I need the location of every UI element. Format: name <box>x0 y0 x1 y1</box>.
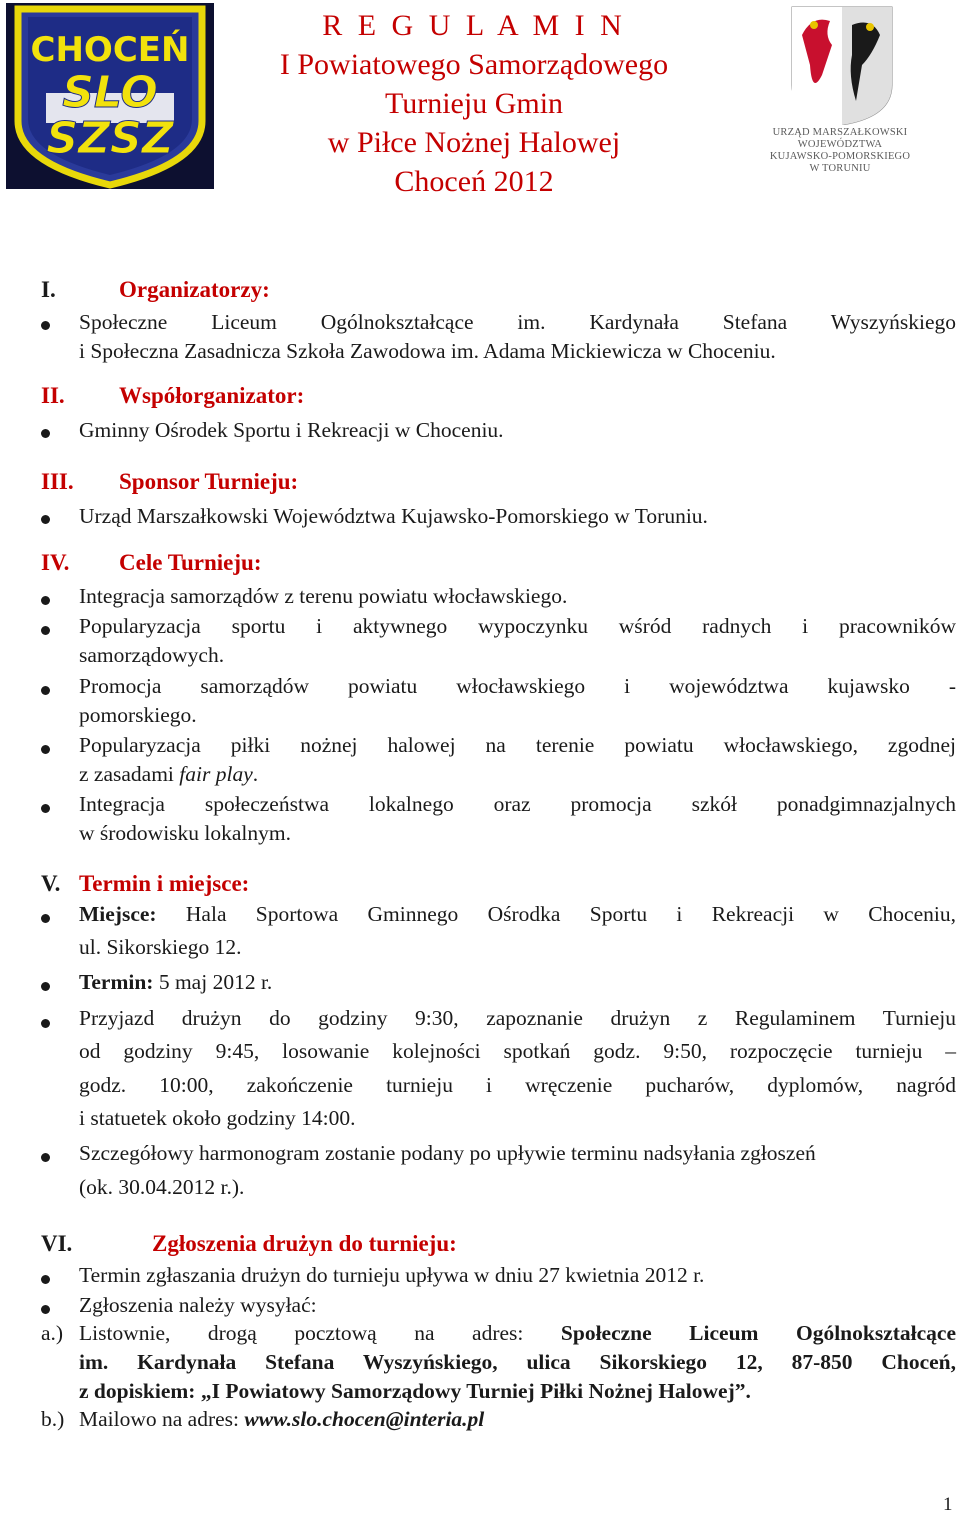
date-text: 5 maj 2012 r. <box>158 970 273 994</box>
s5-b2 <box>79 970 956 995</box>
bullet <box>41 686 50 695</box>
title-line-2: I Powiatowego Samorządowego <box>279 48 669 81</box>
section-2-title: Współorganizator: <box>119 383 305 408</box>
s4-b4-period: . <box>252 762 259 786</box>
section-6-number: VI. <box>41 1231 73 1256</box>
place-text: Hala Sportowa Gminnego Ośrodka Sportu i Rekreacji w Choceniu, <box>185 902 956 926</box>
section-2-number: II. <box>41 383 65 408</box>
section-5-title: Termin i miejsce: <box>79 871 250 896</box>
bullet <box>41 429 50 438</box>
s2-line-1: Gminny Ośrodek Sportu i Rekreacji w Choceniu. <box>79 418 504 442</box>
email-link[interactable]: www.slo.chocen@interia.pl <box>244 1407 485 1431</box>
s4-b3-line-2: pomorskiego. <box>79 703 197 727</box>
bullet <box>41 1275 50 1284</box>
section-1-number: I. <box>41 277 56 302</box>
bullet <box>41 626 50 635</box>
s4-b4-text: z zasadami <box>79 762 174 786</box>
s1-line-1: Społeczne Liceum Ogólnokształcące im. Kardynała Stefana Wyszyńskiego <box>79 310 956 334</box>
svg-text:CHOCEŃ: CHOCEŃ <box>30 30 190 70</box>
date-label: Termin: <box>79 970 154 994</box>
place-label: Miejsce: <box>79 902 157 926</box>
option-a-line-2: im. Kardynała Stefana Wyszyńskiego, ulica Sikorskiego 12, 87-850 Choceń, <box>79 1350 956 1374</box>
bullet <box>41 982 50 991</box>
svg-text:SLO: SLO <box>62 67 158 118</box>
bullet <box>41 745 50 754</box>
s6-b2: Zgłoszenia należy wysyłać: <box>79 1293 317 1317</box>
s5-b4-line-1: Szczegółowy harmonogram zostanie podany po upływie terminu nadsyłania zgłoszeń <box>79 1141 816 1165</box>
title-line-5: Choceń 2012 <box>394 165 554 198</box>
title-line-1: R E G U L A M I N <box>322 9 626 42</box>
section-4-title: Cele Turnieju: <box>119 550 262 575</box>
bullet <box>41 1305 50 1314</box>
s4-b2-line-2: samorządowych. <box>79 643 225 667</box>
document-title <box>236 6 712 201</box>
school-logo <box>6 3 214 189</box>
crest-caption-line-1: URZĄD MARSZAŁKOWSKI <box>772 127 908 138</box>
section-4-number: IV. <box>41 550 70 575</box>
s4-b1: Integracja samorządów z terenu powiatu włocławskiego. <box>79 584 568 608</box>
s6-b1: Termin zgłaszania drużyn do turnieju upływa w dniu 27 kwietnia 2012 r. <box>79 1263 705 1287</box>
s4-b4-line-2 <box>79 762 956 787</box>
option-a-text: Listownie, drogą pocztową na adres: <box>79 1321 524 1345</box>
s5-b3-line-3: godz. 10:00, zakończenie turnieju i wręczenie pucharów, dyplomów, nagród <box>79 1073 956 1097</box>
bullet <box>41 914 50 923</box>
s5-b3-line-2: od godziny 9:45, losowanie kolejności spotkań godz. 9:50, rozpoczęcie turnieju – <box>79 1039 956 1063</box>
bullet <box>41 1019 50 1028</box>
option-b-text: Mailowo na adres: <box>79 1407 240 1431</box>
s4-b5-line-1: Integracja społeczeństwa lokalnego oraz promocja szkół ponadgimnazjalnych <box>79 792 956 816</box>
crest-caption-line-2: WOJEWÓDZTWA <box>797 139 883 150</box>
bullet <box>41 515 50 524</box>
page-number: 1 <box>943 1494 953 1515</box>
bullet <box>41 1153 50 1162</box>
s5-b1-line-2: ul. Sikorskiego 12. <box>79 935 242 959</box>
s4-b4-line-1: Popularyzacja piłki nożnej halowej na terenie powiatu włocławskiego, zgodnej <box>79 733 956 757</box>
s5-b4-line-2: (ok. 30.04.2012 r.). <box>79 1175 245 1199</box>
bullet <box>41 596 50 605</box>
title-line-4: w Piłce Nożnej Halowej <box>327 126 621 159</box>
title-line-3: Turnieju Gmin <box>384 87 564 120</box>
s5-b3-line-1: Przyjazd drużyn do godziny 9:30, zapoznanie drużyn z Regulaminem Turnieju <box>79 1006 956 1030</box>
s4-b5-line-2: w środowisku lokalnym. <box>79 821 292 845</box>
bullet <box>41 804 50 813</box>
section-5-number: V. <box>41 871 61 896</box>
option-a-line-1 <box>79 1321 956 1346</box>
s5-b1-line-1 <box>79 902 956 927</box>
crest-caption <box>752 127 928 175</box>
crest-caption-line-3: KUJAWSKO-POMORSKIEGO <box>769 151 911 162</box>
svg-text:SZSZ: SZSZ <box>46 113 174 164</box>
bullet <box>41 321 50 330</box>
option-b-label: b.) <box>41 1407 65 1431</box>
s4-b2-line-1: Popularyzacja sportu i aktywnego wypoczynku wśród radnych i pracowników <box>79 614 956 638</box>
option-a-line-3: z dopiskiem: „I Powiatowy Samorządowy Turniej Piłki Nożnej Halowej”. <box>79 1379 751 1403</box>
section-3-title: Sponsor Turnieju: <box>119 469 299 494</box>
s1-line-2: i Społeczna Zasadnicza Szkoła Zawodowa im. Adama Mickiewicza w Choceniu. <box>79 339 776 363</box>
crest-caption-line-4: W TORUNIU <box>809 163 871 174</box>
section-6-title: Zgłoszenia drużyn do turnieju: <box>152 1231 457 1256</box>
option-b-line <box>79 1407 956 1432</box>
s5-b3-line-4: i statuetek około godziny 14:00. <box>79 1106 356 1130</box>
recipient-school: Społeczne Liceum Ogólnokształcące <box>560 1321 956 1345</box>
s4-b3-line-1: Promocja samorządów powiatu włocławskiego i województwa kujawsko - <box>79 674 956 698</box>
section-1-title: Organizatorzy: <box>119 277 270 302</box>
s3-line-1: Urząd Marszałkowski Województwa Kujawsko-Pomorskiego w Toruniu. <box>79 504 708 528</box>
fair-play-term: fair play <box>179 762 253 786</box>
option-a-label: a.) <box>41 1321 64 1345</box>
section-3-number: III. <box>41 469 74 494</box>
